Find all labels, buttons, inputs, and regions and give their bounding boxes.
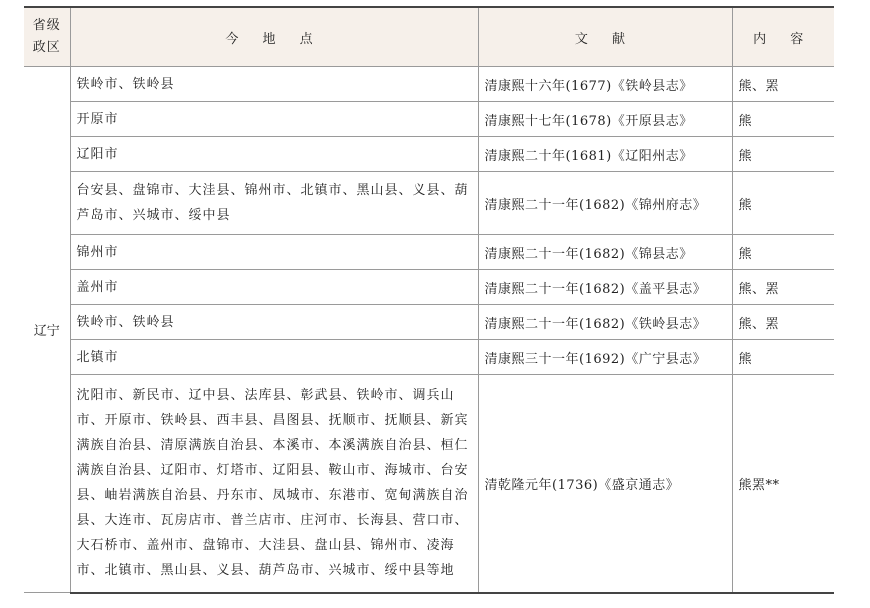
header-province-line2: 政区: [32, 40, 61, 55]
place-cell: 盖州市: [70, 270, 478, 305]
table-row: [24, 67, 834, 102]
place-cell: 台安县、盘锦市、大洼县、锦州市、北镇市、黑山县、义县、葫芦岛市、兴城市、绥中县: [70, 172, 478, 235]
content-cell: 熊: [732, 172, 834, 235]
document-cell: 清康熙十六年(1677)《铁岭县志》: [478, 67, 732, 102]
table-row: [24, 137, 834, 172]
header-place: 今 地 点: [70, 7, 478, 67]
content-cell: 熊: [732, 235, 834, 270]
content-cell: 熊、罴: [732, 305, 834, 340]
table-row: [24, 172, 834, 235]
place-cell: 沈阳市、新民市、辽中县、法库县、彰武县、铁岭市、调兵山市、开原市、铁岭县、西丰县、昌图县、抚顺市、抚顺县、新宾满族自治县、清原满族自治县、本溪市、本溪满族自治县、桓仁满族自治县、辽阳市、灯塔市、辽阳县、鞍山市、海城市、台安县、岫岩满族自治县、丹东市、凤城市、东港市、宽甸满族自治县、大连市、瓦房店市、普兰店市、庄河市、长海县、营口市、大石桥市、盖州市、盘锦市、大洼县、盘山县、锦州市、凌海市、北镇市、黑山县、义县、葫芦岛市、兴城市、绥中县等地: [70, 375, 478, 593]
header-row: [24, 7, 834, 67]
content-cell: 熊: [732, 340, 834, 375]
place-cell: 锦州市: [70, 235, 478, 270]
document-cell: 清乾隆元年(1736)《盛京通志》: [478, 375, 732, 593]
table-row: [24, 102, 834, 137]
place-cell: 开原市: [70, 102, 478, 137]
document-cell: 清康熙十七年(1678)《开原县志》: [478, 102, 732, 137]
content-cell: 熊、罴: [732, 67, 834, 102]
records-table: [24, 6, 834, 594]
header-province-line1: 省级: [32, 18, 61, 33]
content-cell: 熊: [732, 102, 834, 137]
table-row: [24, 235, 834, 270]
header-document: 文 献: [478, 7, 732, 67]
table-row: [24, 270, 834, 305]
document-cell: 清康熙二十一年(1682)《盖平县志》: [478, 270, 732, 305]
document-cell: 清康熙二十年(1681)《辽阳州志》: [478, 137, 732, 172]
document-cell: 清康熙二十一年(1682)《锦县志》: [478, 235, 732, 270]
content-cell: 熊、罴: [732, 270, 834, 305]
place-cell: 辽阳市: [70, 137, 478, 172]
document-cell: 清康熙三十一年(1692)《广宁县志》: [478, 340, 732, 375]
table-row: [24, 375, 834, 593]
header-content: 内 容: [732, 7, 834, 67]
content-cell: 熊罴**: [732, 375, 834, 593]
province-cell: 辽宁: [24, 67, 70, 593]
place-cell: 铁岭市、铁岭县: [70, 67, 478, 102]
place-cell: 铁岭市、铁岭县: [70, 305, 478, 340]
header-province: [24, 7, 70, 67]
table-row: [24, 305, 834, 340]
place-cell: 北镇市: [70, 340, 478, 375]
table-row: [24, 340, 834, 375]
document-cell: 清康熙二十一年(1682)《锦州府志》: [478, 172, 732, 235]
content-cell: 熊: [732, 137, 834, 172]
document-cell: 清康熙二十一年(1682)《铁岭县志》: [478, 305, 732, 340]
